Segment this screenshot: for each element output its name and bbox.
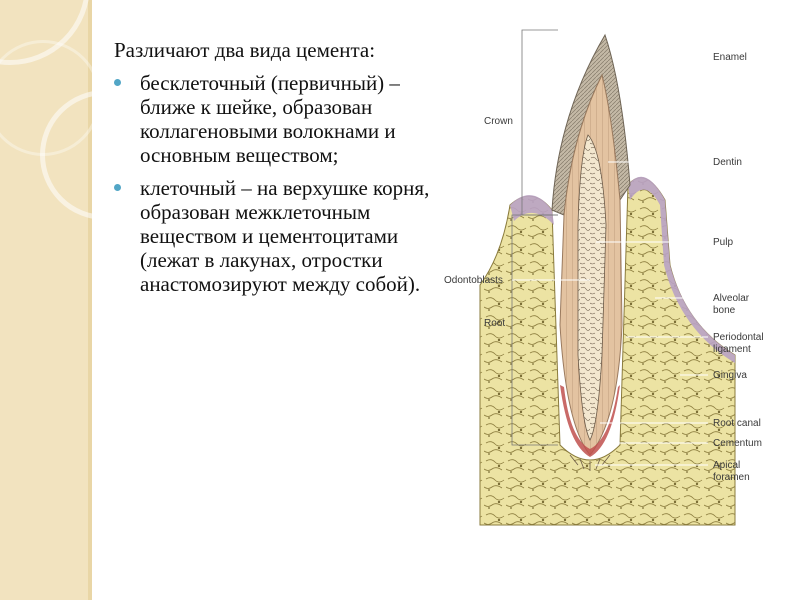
label-root-canal: Root canal (713, 418, 761, 429)
intro-text: Различают два вида цемента: (114, 38, 376, 62)
label-cementum: Cementum (713, 438, 762, 449)
label-gingiva: Gingiva (713, 370, 747, 381)
tooth-diagram (440, 25, 780, 535)
slide-text (114, 38, 444, 305)
tooth-diagram-svg (440, 25, 780, 535)
label-enamel: Enamel (713, 52, 747, 63)
label-pulp: Pulp (713, 237, 734, 248)
label-alveolar-bone: bone (713, 305, 736, 316)
label-odontoblasts: Odontoblasts (444, 275, 503, 286)
bullet-list (114, 71, 444, 296)
bullet-dot-icon (114, 184, 121, 191)
bullet-text: клеточный – на верхушке корня, образован межклеточным веществом и цементоцитами (лежат в лакунах, отростки анастомозируют между собой). (140, 176, 430, 296)
bullet-item (114, 176, 444, 296)
bullet-item (114, 71, 444, 167)
label-apical-foramen: Apical (713, 460, 741, 471)
label-root: Root (484, 318, 506, 329)
label-crown: Crown (484, 116, 513, 127)
label-alveolar-bone: Alveolar (713, 293, 750, 304)
crown-bracket (522, 30, 558, 215)
label-dentin: Dentin (713, 157, 742, 168)
bullet-text: бесклеточный (первичный) – ближе к шейке, образован коллагеновыми волокнами и основным веществом; (140, 71, 400, 167)
label-apical-foramen: foramen (713, 472, 750, 483)
label-periodontal-ligament: Periodontal (713, 332, 764, 343)
bullet-dot-icon (114, 79, 121, 86)
label-periodontal-ligament: ligament (713, 344, 751, 355)
decorative-side-band (0, 0, 92, 600)
